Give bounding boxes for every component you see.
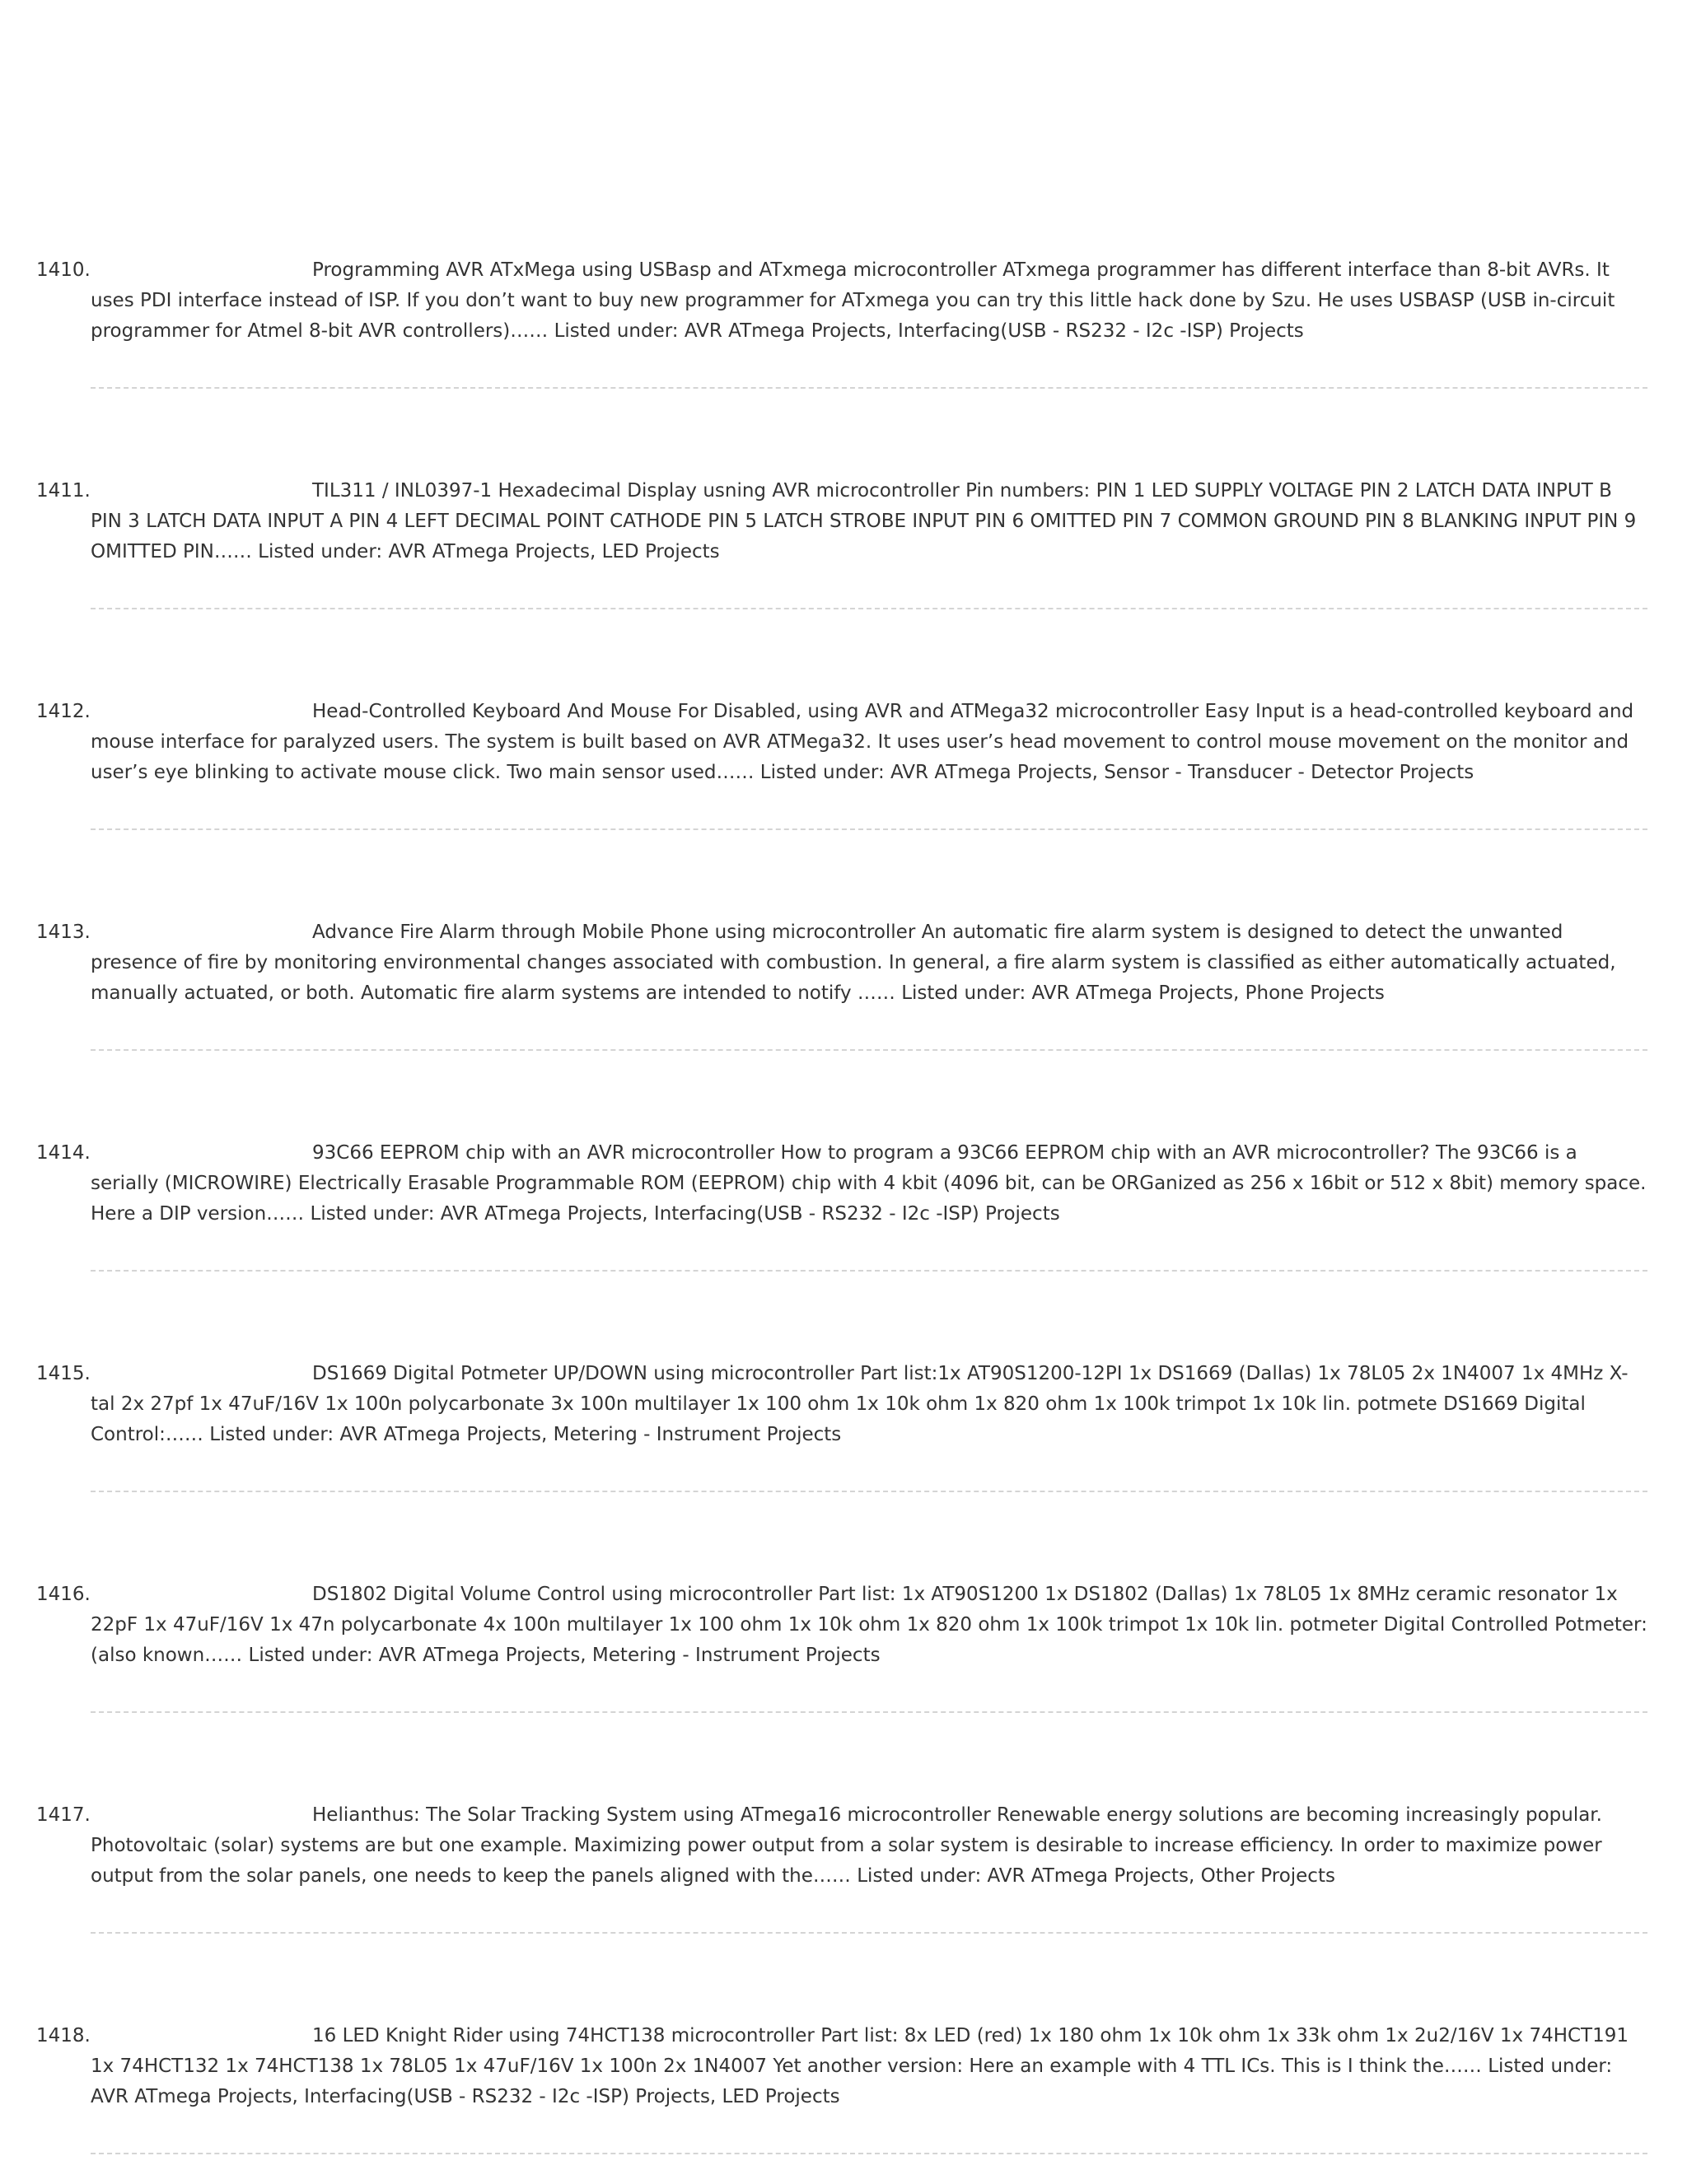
item-number: 1413. (36, 922, 91, 943)
item-title-link[interactable]: TIL311 / INL0397-1 Hexadecimal Display usning AVR microcontroller (312, 480, 960, 502)
item-listed-under: Listed under: AVR ATmega Projects, Interfacing(USB - RS232 - I2c -ISP) Projects (554, 320, 1304, 342)
item-description: ATxmega programmer has different interface than 8-bit AVRs. It uses PDI interface instead of ISP. If you don’t want to buy new programmer for ATxmega you can try this little hack done by Szu. He uses USBASP (USB in-circuit programmer for Atmel 8-bit AVR controllers)…… (91, 259, 1615, 342)
item-listed-under: Listed under: AVR ATmega Projects, Interfacing(USB - RS232 - I2c -ISP) Projects (310, 1203, 1060, 1225)
list-item (0, 608, 1687, 828)
item-title-link[interactable]: DS1802 Digital Volume Control using microcontroller (312, 1584, 812, 1605)
item-listed-under: Listed under: AVR ATmega Projects, LED Projects (258, 541, 720, 562)
item-text (91, 1580, 1647, 1671)
list-item (0, 1711, 1687, 1932)
item-description: How to program a 93C66 EEPROM chip with an AVR microcontroller? The 93C66 is a serially (MICROWIRE) Electrically Erasable Programmable ROM (EEPROM) chip with 4 kbit (4096 bit, can be ORGanized as 256 x 16bit or 512 x 8bit) memory space. Here a DIP version…… (91, 1142, 1647, 1225)
list-item (0, 828, 1687, 1049)
item-text (91, 1359, 1647, 1450)
item-text (91, 1800, 1647, 1892)
item-listed-under: Listed under: AVR ATmega Projects, Phone Projects (901, 982, 1385, 1004)
item-description: Part list: 8x LED (red) 1x 180 ohm 1x 10k ohm 1x 33k ohm 1x 2u2/16V 1x 74HCT191 1x 74HCT132 1x 74HCT138 1x 78L05 1x 47uF/16V 1x 100n 2x 1N4007 Yet another version: Here an example with 4 TTL ICs. This is I think the…… (91, 2025, 1629, 2077)
list-item (0, 1049, 1687, 1270)
list-item (0, 387, 1687, 608)
item-number: 1412. (36, 701, 91, 722)
list-item (0, 1270, 1687, 1491)
item-description: Easy Input is a head-controlled keyboard and mouse interface for paralyzed users. The system is built based on AVR ATMega32. It uses user’s head movement to control mouse movement on the monitor and user’s eye blinking to activate mouse click. Two main sensor used…… (91, 701, 1634, 783)
item-listed-under: Listed under: AVR ATmega Projects, Metering - Instrument Projects (248, 1645, 881, 1666)
item-description: Part list: 1x AT90S1200 1x DS1802 (Dallas) 1x 78L05 1x 8MHz ceramic resonator 1x 22pF 1x 47uF/16V 1x 47n polycarbonate 4x 100n multilayer 1x 100 ohm 1x 10k ohm 1x 820 ohm 1x 100k trimpot 1x 10k lin. potmeter Digital Controlled Potmeter: (also known…… (91, 1584, 1647, 1666)
item-listed-under: Listed under: AVR ATmega Projects, Sensor - Transducer - Detector Projects (759, 762, 1474, 783)
item-number: 1415. (36, 1363, 91, 1384)
item-number: 1414. (36, 1142, 91, 1164)
item-text (91, 476, 1647, 567)
item-title-link[interactable]: 16 LED Knight Rider using 74HCT138 microcontroller (312, 2025, 815, 2046)
divider (91, 2153, 1647, 2154)
item-title-link[interactable]: DS1669 Digital Potmeter UP/DOWN using microcontroller (312, 1363, 854, 1384)
item-text (91, 2021, 1647, 2112)
item-number: 1418. (36, 2025, 91, 2046)
item-listed-under: Listed under: AVR ATmega Projects, Interfacing(USB - RS232 - I2c -ISP) Projects, LED Projects (91, 2056, 1613, 2107)
item-listed-under: Listed under: AVR ATmega Projects, Metering - Instrument Projects (209, 1424, 842, 1445)
item-text (91, 255, 1647, 347)
item-title-link[interactable]: 93C66 EEPROM chip with an AVR microcontroller (312, 1142, 775, 1164)
item-number: 1410. (36, 259, 91, 281)
item-description: An automatic fire alarm system is designed to detect the unwanted presence of fire by monitoring environmental changes associated with combustion. In general, a fire alarm system is classified as either automatically actuated, manually actuated, or both. Automatic fire alarm systems are intended to notify …… (91, 922, 1616, 1004)
item-text (91, 697, 1647, 788)
list-item (0, 166, 1687, 387)
list-item (0, 1491, 1687, 1711)
item-number: 1416. (36, 1584, 91, 1605)
item-description: Pin numbers: PIN 1 LED SUPPLY VOLTAGE PIN 2 LATCH DATA INPUT B PIN 3 LATCH DATA INPUT A PIN 4 LEFT DECIMAL POINT CATHODE PIN 5 LATCH STROBE INPUT PIN 6 OMITTED PIN 7 COMMON GROUND PIN 8 BLANKING INPUT PIN 9 OMITTED PIN…… (91, 480, 1637, 562)
project-list (0, 166, 1687, 2184)
item-title-link[interactable]: Programming AVR ATxMega using USBasp and ATxmega microcontroller (312, 259, 997, 281)
item-text (91, 917, 1647, 1009)
item-number: 1417. (36, 1804, 91, 1826)
item-title-link[interactable]: Head-Controlled Keyboard And Mouse For Disabled, using AVR and ATMega32 microcontroller (312, 701, 1199, 722)
item-text (91, 1138, 1647, 1230)
item-description: Renewable energy solutions are becoming increasingly popular. Photovoltaic (solar) systems are but one example. Maximizing power output from a solar system is desirable to increase efficiency. In order to maximize power output from the solar panels, one needs to keep the panels aligned with the…… (91, 1804, 1602, 1887)
list-item (0, 1932, 1687, 2153)
item-number: 1411. (36, 480, 91, 502)
item-title-link[interactable]: Advance Fire Alarm through Mobile Phone using microcontroller (312, 922, 916, 943)
item-title-link[interactable]: Helianthus: The Solar Tracking System using ATmega16 microcontroller (312, 1804, 991, 1826)
item-description: Part list:1x AT90S1200-12PI 1x DS1669 (Dallas) 1x 78L05 2x 1N4007 1x 4MHz X-tal 2x 27pf 1x 47uF/16V 1x 100n polycarbonate 3x 100n multilayer 1x 100 ohm 1x 10k ohm 1x 820 ohm 1x 100k trimpot 1x 10k lin. potmete DS1669 Digital Control:…… (91, 1363, 1629, 1445)
item-listed-under: Listed under: AVR ATmega Projects, Other Projects (857, 1865, 1335, 1887)
